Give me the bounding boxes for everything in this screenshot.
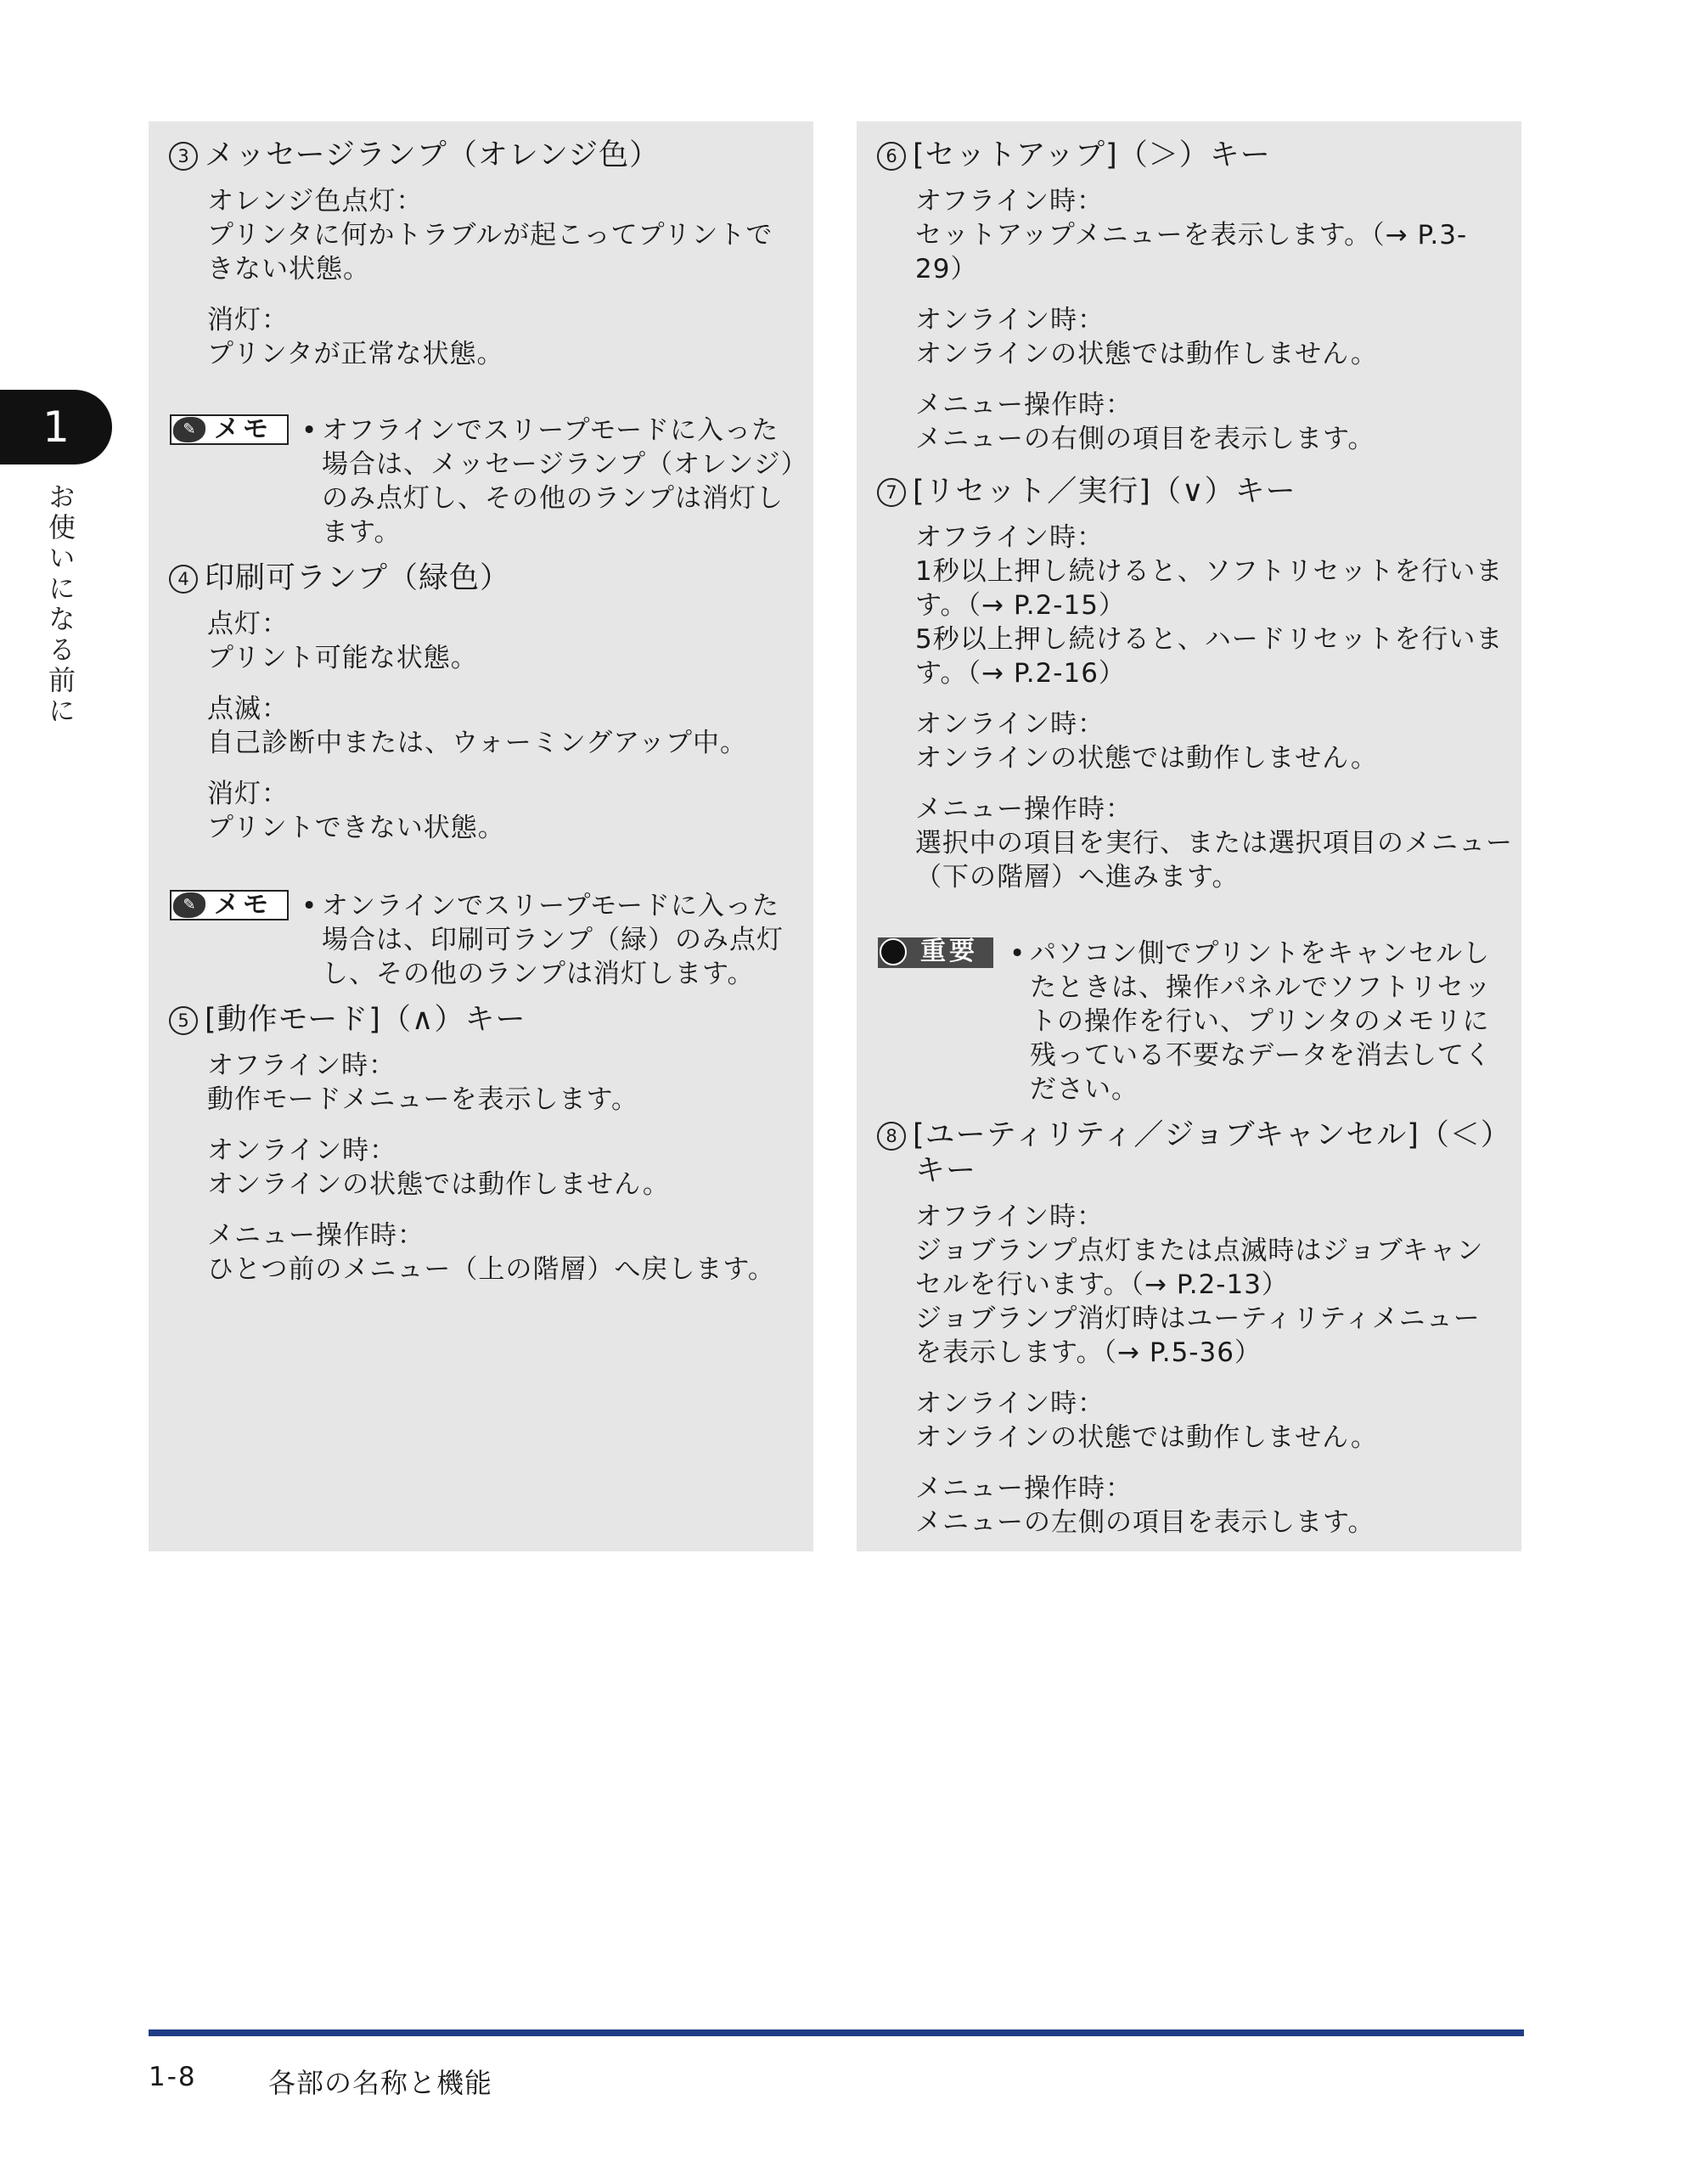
block-text: メニューの右側の項目を表示します。 [915,424,1375,454]
block-text: メニューの左側の項目を表示します。 [915,1507,1375,1538]
memo-text: のみ点灯し、その他のランプは消灯し [322,483,784,514]
footer-rule [149,2029,1524,2036]
block-label: 点灯： [207,609,289,639]
important-label: 重要 [920,937,978,966]
bullet-icon: • [301,891,318,921]
item-3-heading [169,137,660,174]
block-label: 点滅： [207,694,289,724]
memo-label: メモ [214,890,272,920]
block-text: 選択中の項目を実行、または選択項目のメニュー [915,828,1513,858]
block-label: オレンジ色点灯： [207,186,424,217]
pencil-icon: ✎ [173,892,205,918]
important-badge [878,937,993,968]
block-label: メニュー操作時： [207,1220,424,1251]
block-label: オフライン時： [207,1050,396,1081]
item-title: [動作モード]（∧）キー [205,1003,526,1037]
block-label: オンライン時： [207,1135,397,1166]
pencil-icon: ✎ [173,417,205,442]
left-panel [149,121,813,1551]
memo-badge [170,414,289,445]
block-text: 5秒以上押し続けると、ハードリセットを行いま [915,624,1504,655]
block-label: メニュー操作時： [915,794,1133,825]
important-text: たときは、操作パネルでソフトリセッ [1030,972,1492,1003]
item-5-heading [169,1001,526,1039]
memo-text: ます。 [322,517,402,548]
block-text: ジョブランプ点灯または点滅時はジョブキャン [915,1236,1484,1266]
block-label: オフライン時： [915,522,1105,553]
item-title: [リセット／実行]（∨）キー [913,475,1296,509]
block-label: メニュー操作時： [915,390,1133,420]
item-number: 4 [169,565,198,594]
memo-text: オンラインでスリープモードに入った [322,891,780,921]
page-number: 1-8 [149,2062,197,2092]
block-text: 自己診断中または、ウォーミングアップ中。 [207,728,747,758]
block-text: プリンタが正常な状態。 [207,339,504,369]
block-text: プリンタに何かトラブルが起こってプリントで [207,220,773,250]
item-number: 3 [169,142,198,171]
item-title: [ユーティリティ／ジョブキャンセル]（＜） [913,1118,1511,1152]
block-label: メニュー操作時： [915,1473,1133,1504]
block-text: オンラインの状態では動作しません。 [915,1422,1378,1453]
footer-section-title: 各部の名称と機能 [268,2067,493,2099]
block-text: す。（→ P.2-16） [915,658,1126,689]
block-text: プリントできない状態。 [207,813,505,843]
item-title-continued: キー [915,1154,977,1188]
block-text: オンラインの状態では動作しません。 [915,743,1378,774]
block-text: きない状態。 [207,254,370,284]
memo-text: 場合は、メッセージランプ（オレンジ） [322,449,808,480]
item-7-heading [877,473,1296,510]
block-text: ジョブランプ消灯時はユーティリティメニュー [915,1303,1481,1334]
item-title: 印刷可ランプ（緑色） [205,561,511,595]
block-label: オフライン時： [915,186,1105,217]
bullet-icon: • [1009,938,1026,969]
block-text: プリント可能な状態。 [207,643,478,673]
block-text: 29） [915,254,978,284]
block-label: オンライン時： [915,1388,1105,1419]
block-label: オフライン時： [915,1202,1105,1232]
important-text: パソコン側でプリントをキャンセルし [1030,938,1491,969]
item-8-heading [877,1117,1511,1154]
item-4-heading [169,560,510,597]
block-text: 1秒以上押し続けると、ソフトリセットを行いま [915,556,1504,587]
right-panel [857,121,1521,1551]
memo-label: メモ [214,414,272,444]
block-label: 消灯： [207,305,289,335]
block-label: 消灯： [207,779,289,809]
item-number: 8 [877,1122,906,1151]
hand-icon [880,938,907,965]
memo-text: オフラインでスリープモードに入った [322,415,779,446]
item-number: 7 [877,478,906,507]
block-text: ひとつ前のメニュー（上の階層）へ戻します。 [207,1254,775,1285]
item-number: 6 [877,142,906,171]
bullet-icon: • [301,415,318,446]
chapter-tab: 1 [0,390,112,464]
block-text: 動作モードメニューを表示します。 [207,1084,638,1115]
block-text: を表示します。（→ P.5-36） [915,1337,1262,1368]
block-text: オンラインの状態では動作しません。 [207,1169,670,1200]
important-text: ださい。 [1030,1074,1139,1105]
important-text: 残っている不要なデータを消去してく [1030,1040,1492,1071]
important-text: トの操作を行い、プリンタのメモリに [1030,1006,1490,1037]
block-text: （下の階層）へ進みます。 [915,862,1240,892]
block-label: オンライン時： [915,305,1105,335]
item-number: 5 [169,1006,198,1035]
block-text: セットアップメニューを表示します。（→ P.3- [915,220,1468,250]
item-title: [セットアップ]（＞）キー [913,138,1271,172]
block-text: オンラインの状態では動作しません。 [915,339,1378,369]
memo-text: し、その他のランプは消灯します。 [322,959,755,989]
item-title: メッセージランプ（オレンジ色） [205,138,661,172]
item-6-heading [877,137,1271,174]
memo-badge [170,890,289,920]
block-label: オンライン時： [915,709,1105,740]
chapter-title: お使いになる前に [44,482,76,727]
block-text: す。（→ P.2-15） [915,590,1126,621]
block-text: セルを行います。（→ P.2-13） [915,1269,1289,1300]
memo-text: 場合は、印刷可ランプ（緑）のみ点灯 [322,925,784,955]
